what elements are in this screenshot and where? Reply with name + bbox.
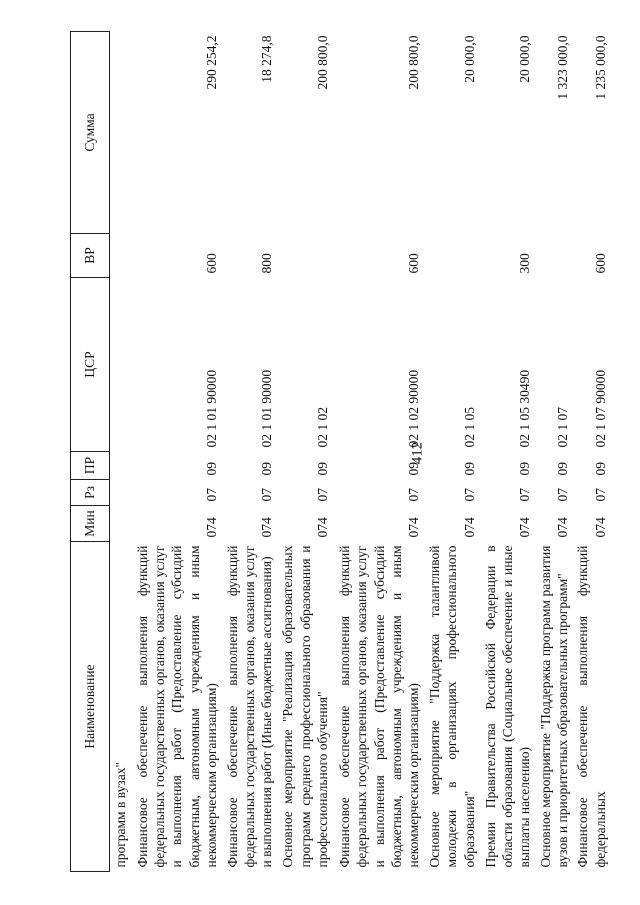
row-sum: 18 274,8 [259, 35, 275, 83]
table-row [130, 32, 221, 872]
row-sum: 1 235 000,0 [592, 35, 608, 100]
row-csr: 02 1 07 [554, 407, 570, 448]
row-sum: 200 800,0 [406, 35, 422, 90]
header-min: Мин [71, 506, 110, 542]
row-csr: 02 1 02 90000 [406, 369, 422, 448]
row-min: 074 [203, 517, 219, 538]
row-rz [110, 480, 130, 506]
row-sum: 20 000,0 [517, 35, 533, 83]
row-pr [110, 452, 130, 480]
row-pr: 09 [259, 462, 275, 476]
row-vr: 300 [517, 253, 533, 274]
row-min [110, 506, 130, 542]
row-min: 074 [592, 517, 608, 538]
row-rz: 07 [203, 488, 219, 502]
rotated-page [70, 32, 610, 872]
row-vr: 600 [406, 253, 422, 274]
row-rz: 07 [517, 488, 533, 502]
row-rz: 07 [406, 488, 422, 502]
row-vr [535, 234, 573, 278]
row-pr: 09 [314, 462, 330, 476]
row-name: Основное мероприятие "Поддержка талантливой молодежи в организациях профессионального образования" [427, 545, 477, 868]
row-vr [277, 234, 333, 278]
row-pr: 09 [554, 462, 570, 476]
row-rz: 07 [554, 488, 570, 502]
row-pr: 09 [203, 462, 219, 476]
header-rz: Рз [71, 480, 110, 506]
row-csr [110, 278, 130, 452]
row-rz: 07 [314, 488, 330, 502]
table-row [332, 32, 423, 872]
header-vr: ВР [71, 234, 110, 278]
row-csr: 02 1 07 90000 [592, 369, 608, 448]
budget-table [70, 31, 610, 872]
row-csr: 02 1 01 90000 [203, 369, 219, 448]
table-header-row [71, 32, 110, 872]
row-min: 074 [314, 517, 330, 538]
header-sum: Сумма [71, 32, 110, 234]
row-vr: 800 [259, 253, 275, 274]
row-pr: 09 [406, 462, 422, 476]
row-vr: 600 [592, 253, 608, 274]
row-csr: 02 1 02 [314, 407, 330, 448]
header-csr: ЦСР [71, 278, 110, 452]
table-row [110, 32, 130, 872]
row-pr: 09 [461, 462, 477, 476]
row-vr [423, 234, 479, 278]
table-row [535, 32, 573, 872]
row-min: 074 [406, 517, 422, 538]
row-name: Основное мероприятие "Поддержка программ развития вузов и приоритетных образовательных программ" [537, 545, 570, 868]
row-rz: 07 [461, 488, 477, 502]
row-name: Финансовое обеспечение выполнения функций федеральных государственных органов, оказания услуг и выполнения работ (Иные бюджетные ассигнования) [224, 545, 275, 868]
row-min: 074 [461, 517, 477, 538]
row-name: Премии Правительства Российской Федерации в области образования (Социальное обеспечение и иные выплаты населению) [482, 545, 533, 868]
row-rz: 07 [259, 488, 275, 502]
row-csr: 02 1 05 30490 [517, 369, 533, 448]
table-row [479, 32, 535, 872]
row-csr: 02 1 01 90000 [259, 369, 275, 448]
row-vr: 600 [203, 253, 219, 274]
row-csr: 02 1 05 [461, 407, 477, 448]
row-name: программ в вузах" [110, 542, 130, 872]
row-sum: 20 000,0 [461, 35, 477, 83]
row-name: Основное мероприятие "Реализация образовательных программ среднего профессионального образования и профессионального обучения" [280, 545, 330, 868]
row-sum: 1 323 000,0 [554, 35, 570, 100]
row-name: Финансовое обеспечение выполнения функций федеральных [575, 545, 608, 868]
row-pr: 09 [517, 462, 533, 476]
table-row [423, 32, 479, 872]
row-name: Финансовое обеспечение выполнения функций федеральных государственных органов, оказания услуг и выполнения работ (Предоставление субсидий бюджетным, автономным учреждениям и иным некоммерческим организациям) [134, 545, 219, 868]
header-pr: ПР [71, 452, 110, 480]
row-sum: 290 254,2 [203, 35, 219, 90]
row-min: 074 [259, 517, 275, 538]
page-number: 412 [409, 441, 426, 465]
row-sum: 200 800,0 [314, 35, 330, 90]
table-row [221, 32, 277, 872]
row-pr: 09 [592, 462, 608, 476]
row-rz: 07 [592, 488, 608, 502]
table-row [572, 32, 610, 872]
row-sum [110, 32, 130, 234]
row-min: 074 [517, 517, 533, 538]
row-name: Финансовое обеспечение выполнения функций федеральных государственных органов, оказания услуг и выполнения работ (Предоставление субсидий бюджетным, автономным учреждениям и иным некоммерческим организациям) [337, 545, 422, 868]
row-min: 074 [554, 517, 570, 538]
table-row [277, 32, 333, 872]
row-vr [110, 234, 130, 278]
header-name: Наименование [71, 542, 110, 872]
